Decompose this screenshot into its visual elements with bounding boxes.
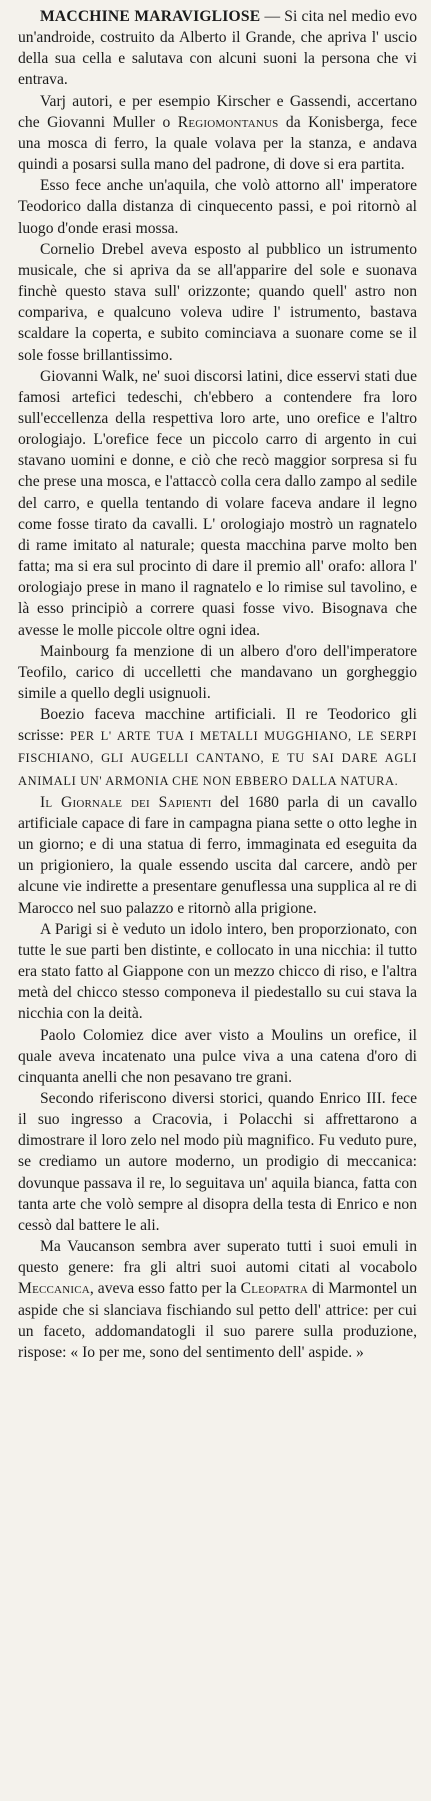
journal-name: Il Giornale dei Sapienti [40,793,212,811]
paragraph-2 [18,91,417,176]
paragraph-12-text-a: Ma Vaucanson sembra aver superato tutti i suoi emuli in questo genere: fra gli altri suoi automi citati al vocabolo [18,1238,417,1277]
paragraph-8-text: del 1680 parla di un cavallo artificiale capace di fare in campagna piana sette o otto leghe in un giorno; e di una statua di ferro, immaginata ed eseguita da un prigioniero, la quale essendo uscita dal carcere, andò per alcune vie indirette a presentare genuflessa una supplica al re di Marocco nel suo palazzo e ritornò alla prigione. [18,793,417,917]
paragraph-5: Giovanni Walk, ne' suoi discorsi latini, dice esservi stati due famosi artefici tedeschi, ch'ebbero a contendere fra loro sull'eccellenza della respettiva loro arte, uno orefice e l'altro orologiajo. L'orefice fece un piccolo carro di argento in cui stavano uomini e donne, e ciò che recò maggior sorpresa si fu che prese una mosca, e l'attaccò colla cera dallo zampo al sedile del carro, e quella tentando di volare faceva andare il legno come fosse tirato da cavalli. L' orologiajo mostrò un ragnatelo di rame imitato al naturale; questa macchina parve molto ben fatta; ma si era sul procinto di dare il premio all' orafo: allora l' orologiajo prese in mano il ragnatelo e lo rimise sul tavolino, e là esso principiò a correre quasi fosse vivo. Bisognava che avesse le molle piccole oltre ogni idea. [18,367,417,639]
paragraph-12-text-c: di Marmontel un aspide che si slanciava fischiando sul petto dell' attrice: per cui un faceto, addomandatogli il suo parere sulla produzione, rispose: « Io per me, sono del sentimento dell' aspide. » [18,1280,417,1361]
paragraph-2-text-a: Varj autori, e per esempio Kirscher e Gassendi, accertano che Giovanni Muller o [18,92,417,131]
paragraph-9: A Parigi si è veduto un idolo intero, ben proporzionato, con tutte le sue parti ben distinte, e collocato in una nicchia: il tutto era stato fatto al Giappone con un mezzo chicco di riso, e l'altra metà del chicco stesso componeva il piedestallo su cui stava la nicchia con la deità. [18,920,417,1023]
teodorico-quote: PER L' ARTE TUA I METALLI MUGGHIANO, LE SERPI FISCHIANO, GLI AUGELLI CANTANO, E TU SAI DARE AGLI ANIMALI UN' ARMONIA CHE NON EBBERO DALLA NATURA. [18,729,417,788]
paragraph-10: Paolo Colomiez dice aver visto a Moulins un orefice, il quale aveva incatenato una pulce viva a una catena d'oro di cinquanta anelli che non pesavano tre grani. [18,1026,417,1086]
article-title: MACCHINE MARAVIGLIOSE [40,8,261,25]
paragraph-8 [18,792,417,919]
paragraph-12 [18,1236,417,1363]
paragraph-2-text-b: da Konisberga, fece una mosca di ferro, la quale volava per la stanza, e andava quindi a posarsi sulla mano del padrone, di dove si era partita. [18,113,418,174]
paragraph-1-text: — Si cita nel medio evo un'androide, costruito da Alberto il Grande, che apriva l' uscio della sua cella e salutava con alcuni suoni la persona che vi entrava. [18,8,417,89]
paragraph-3: Esso fece anche un'aquila, che volò attorno all' imperatore Teodorico dalla distanza di cinquecento passi, e poi ritornò al luogo d'onde erasi mossa. [18,177,417,237]
paragraph-7-text: Boezio faceva macchine artificiali. Il re Teodorico gli scrisse: [18,706,417,745]
paragraph-6: Mainbourg fa menzione di un albero d'oro dell'imperatore Teofilo, carico di uccelletti che mandavano un gorgheggio simile a quello degli usignuoli. [18,642,417,702]
paragraph-11: Secondo riferiscono diversi storici, quando Enrico III. fece il suo ingresso a Cracovia, i Polacchi si affrettarono a dimostrare il loro zelo nel modo più magnifico. Fu veduto pure, se crediamo un autore moderno, un prodigio di meccanica: dovunque passava il re, lo seguitava un' aquila bianca, fatta con tanta arte che volò sempre al disopra della testa di Enrico e non cessò dal battere le ali. [18,1089,417,1234]
word-meccanica: Meccanica [18,1280,90,1298]
paragraph-7 [18,704,417,792]
paragraph-4: Cornelio Drebel aveva esposto al pubblico un istrumento musicale, che si apriva da se all'apparire del sole e suonava finchè questo stava sull' orizzonte; quando quell' astro non compariva, e qualcuno voleva udire l' istrumento, bastava scaldare la coperta, e subito cominciava a suonare come se il sole fosse brillantissimo. [18,240,417,364]
paragraph-1 [18,6,417,91]
paragraph-12-text-b: , aveva esso fatto per la [89,1280,241,1298]
name-regiomontanus: Regiomontanus [177,113,279,131]
word-cleopatra: Cleopatra [240,1280,309,1298]
